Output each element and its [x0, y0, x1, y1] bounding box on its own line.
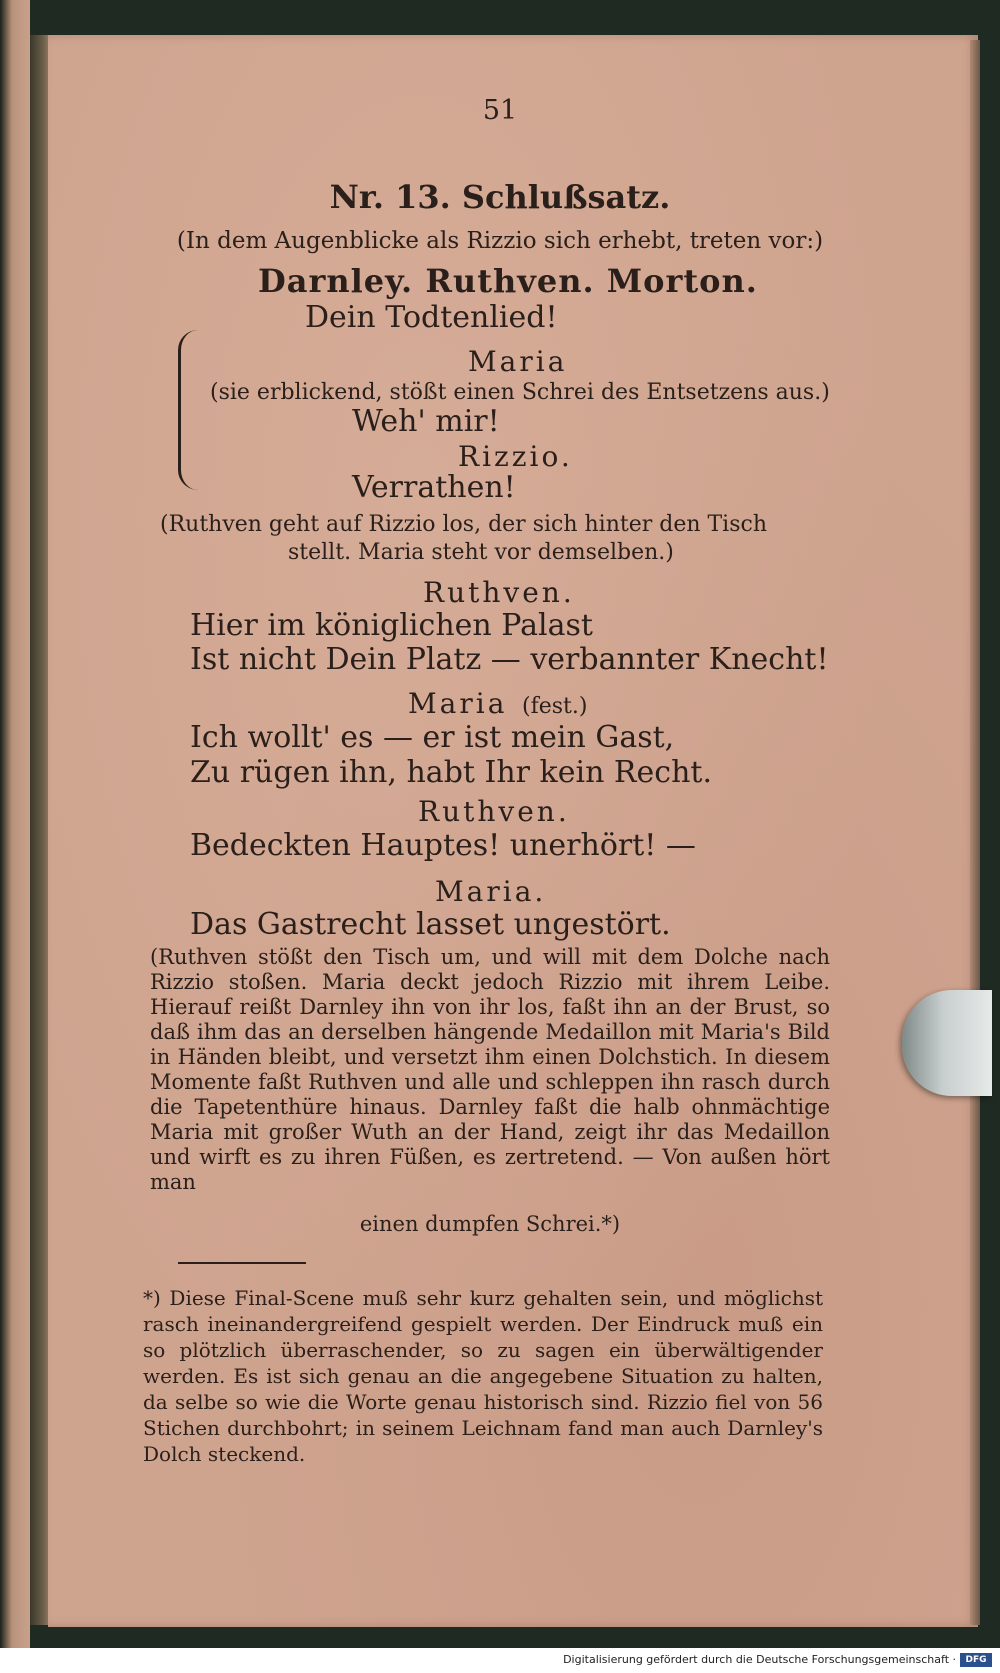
- verse-line-7: Zu rügen ihn, habt Ihr kein Recht.: [190, 755, 712, 790]
- section-heading: Nr. 13. Schlußsatz.: [329, 178, 671, 216]
- verse-line-6: Ich wollt' es — er ist mein Gast,: [190, 720, 675, 755]
- speaker-maria-2: Maria: [408, 687, 508, 720]
- page-number: 51: [482, 95, 518, 126]
- verse-line-4: Hier im königlichen Palast: [190, 608, 593, 643]
- footnote: *) Diese Final-Scene muß sehr kurz gehalten sein, und möglichst rasch ineinandergreifend gespielt werden. Der Eindruck muß ein so plötzlich überraschender, so zu sagen ein überwältigender werden. Es ist sich genau an die angegebene Situation zu halten, da selbe so wie die Worte genau historisch sind. Rizzio fiel von 56 Stichen durchbohrt; in seinem Leichnam fand man auch Darnley's Dolch steckend.: [143, 1286, 823, 1466]
- page-right-edge: [970, 40, 980, 1625]
- speaker-rizzio: Rizzio.: [458, 440, 573, 473]
- verse-line-5: Ist nicht Dein Platz — verbannter Knecht!: [190, 642, 829, 677]
- verse-line-3: Verrathen!: [352, 470, 516, 505]
- verse-line-9: Das Gastrecht lasset ungestört.: [190, 907, 671, 942]
- stage-maria-1: (sie erblickend, stößt einen Schrei des Entsetzens aus.): [210, 380, 830, 405]
- speaker-maria-1: Maria: [468, 345, 568, 378]
- verse-line-1: Dein Todtenlied!: [305, 300, 558, 335]
- footnote-divider: [178, 1262, 306, 1264]
- stage-direction-final-last: einen dumpfen Schrei.*): [359, 1212, 621, 1236]
- speaker-maria-3: Maria.: [435, 875, 547, 908]
- stage-direction-top: (In dem Augenblicke als Rizzio sich erhebt, treten vor:): [176, 228, 824, 254]
- brace-mark: [178, 330, 201, 490]
- speaker-ruthven-1: Ruthven.: [423, 576, 575, 609]
- stage-maria-2: (fest.): [522, 694, 588, 719]
- footer-credit: Digitalisierung gefördert durch die Deutsche Forschungsgemeinschaft ·: [563, 1653, 956, 1666]
- dfg-logo: DFG: [960, 1653, 992, 1667]
- stage-ruthven-2: stellt. Maria steht vor demselben.): [288, 540, 674, 565]
- speaker-ruthven-2: Ruthven.: [418, 795, 570, 828]
- stage-ruthven-1: (Ruthven geht auf Rizzio los, der sich hinter den Tisch: [160, 512, 767, 537]
- verse-line-8: Bedeckten Hauptes! unerhört! —: [190, 828, 696, 863]
- page-clip: [902, 990, 992, 1096]
- verse-line-2: Weh' mir!: [352, 404, 500, 439]
- stage-direction-final: (Ruthven stößt den Tisch um, und will mit dem Dolche nach Rizzio stoßen. Maria deckt jedoch Rizzio mit ihrem Leibe. Hierauf reißt Darnley ihn von ihr los, faßt ihn an der Brust, so daß ihm das an derselben hängende Medaillon mit Maria's Bild in Händen bleibt, und versetzt ihm einen Dolchstich. In diesem Momente faßt Ruthven und alle und schleppen ihn rasch durch die Tapetenthüre hinaus. Darnley faßt die halb ohnmächtige Maria mit großer Wuth an der Hand, zeigt ihr das Medaillon und wirft es zu ihren Füßen, es zertretend. — Von außen hört man: [150, 945, 830, 1194]
- character-names: Darnley. Ruthven. Morton.: [258, 262, 758, 300]
